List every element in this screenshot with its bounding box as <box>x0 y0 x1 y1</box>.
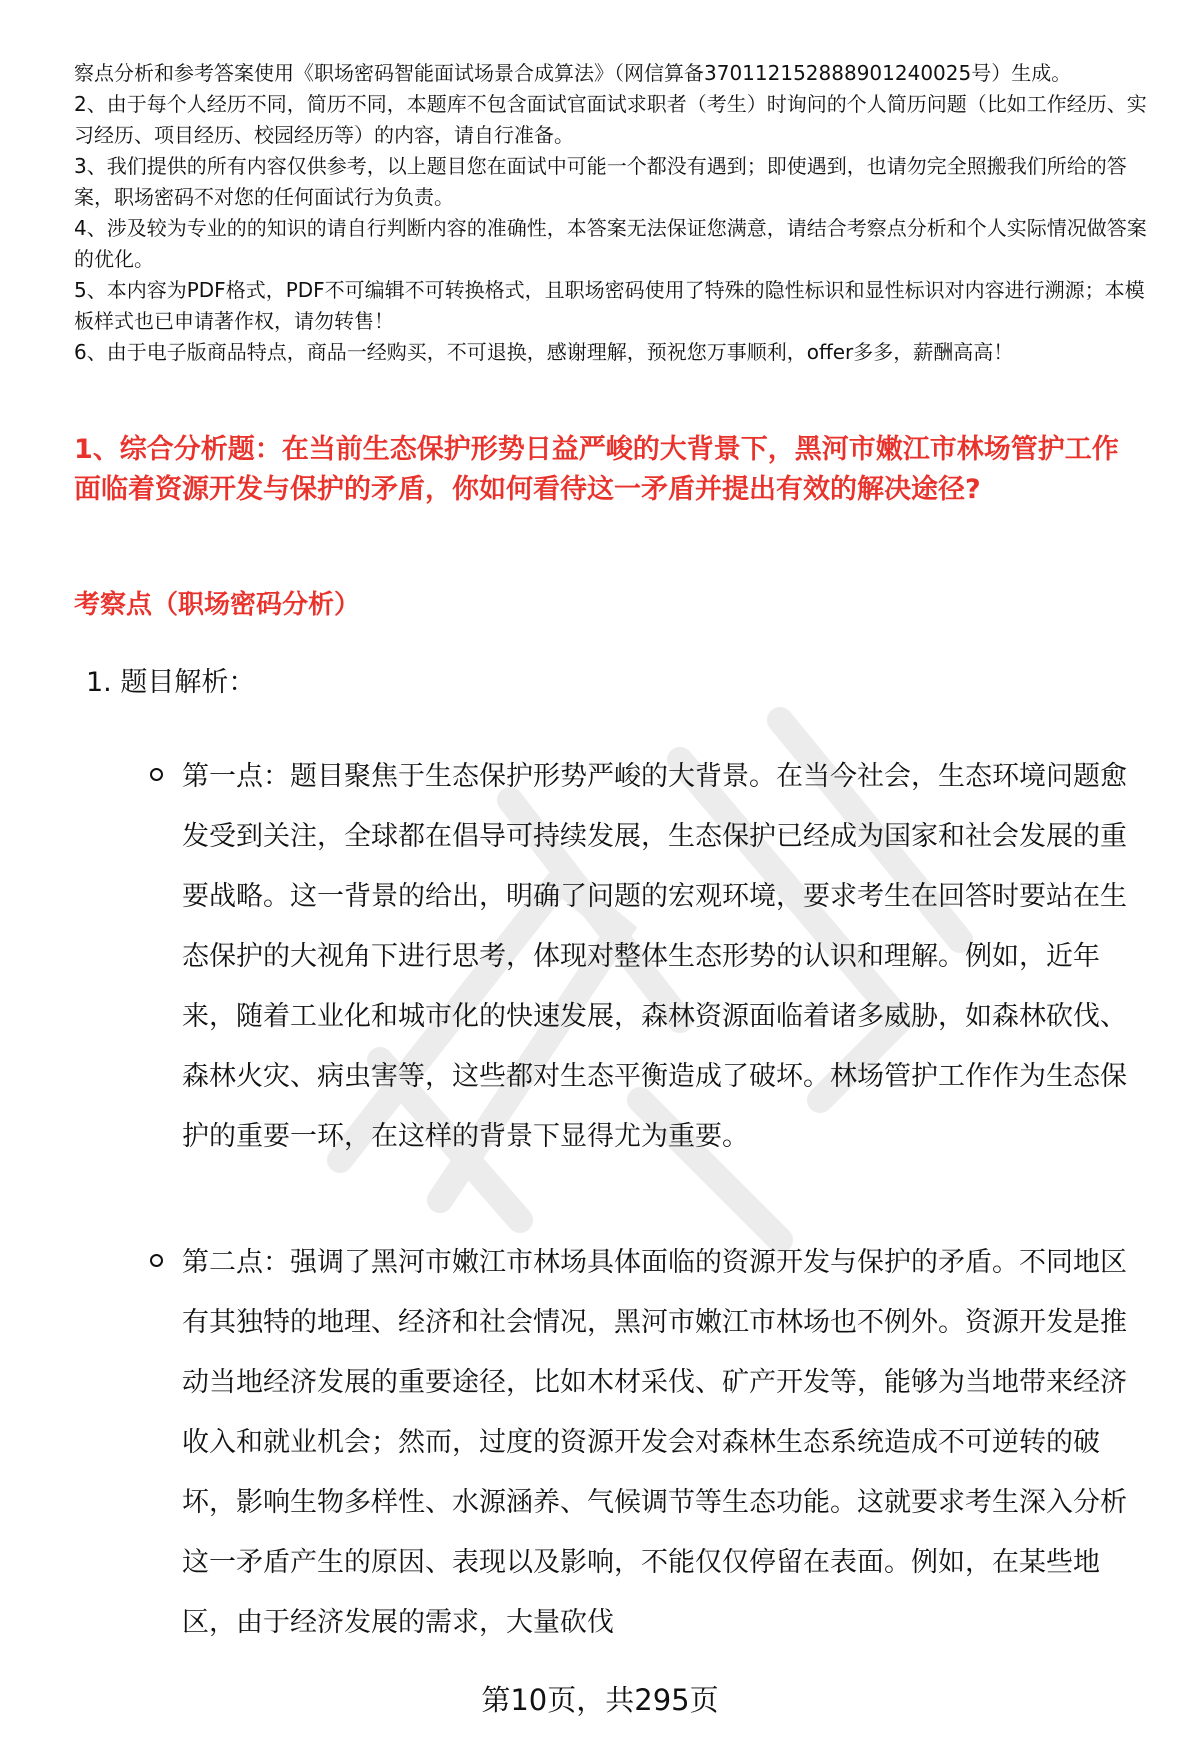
note-line: 4、涉及较为专业的的知识的请自行判断内容的准确性，本答案无法保证您满意，请结合考察点分析和个人实际情况做答案的优化。 <box>74 216 1147 271</box>
note-line: 3、我们提供的所有内容仅供参考，以上题目您在面试中可能一个都没有遇到；即使遇到，也请勿完全照搬我们所给的答案，职场密码不对您的任何面试行为负责。 <box>74 154 1127 209</box>
list-title: 1. 题目解析： <box>86 667 256 698</box>
page-footer: 第10页，共295页 <box>481 1683 719 1717</box>
note-line: 察点分析和参考答案使用《职场密码智能面试场景合成算法》（网信算备370112152888901240025号）生成。 <box>74 61 1072 85</box>
bullet-point: 第一点：题目聚焦于生态保护形势严峻的大背景。在当今社会，生态环境问题愈发受到关注，全球都在倡导可持续发展，生态保护已经成为国家和社会发展的重要战略。这一背景的给出，明确了问题的宏观环境，要求考生在回答时要站在生态保护的大视角下进行思考，体现对整体生态形势的认识和理解。例如，近年来，随着工业化和城市化的快速发展，森林资源面临着诸多威胁，如森林砍伐、森林火灾、病虫害等，这些都对生态平衡造成了破坏。林场管护工作作为生态保护的重要一环，在这样的背景下显得尤为重要。 <box>182 761 1127 1152</box>
note-line: 6、由于电子版商品特点，商品一经购买，不可退换，感谢理解，预祝您万事顺利，offer多多，薪酬高高！ <box>74 340 1014 364</box>
note-line: 5、本内容为PDF格式，PDF不可编辑不可转换格式，且职场密码使用了特殊的隐性标识和显性标识对内容进行溯源；本模板样式也已申请著作权，请勿转售！ <box>74 278 1145 333</box>
section-heading: 考察点（职场密码分析） <box>74 590 361 620</box>
note-line: 2、由于每个人经历不同，简历不同，本题库不包含面试官面试求职者（考生）时询问的个人简历问题（比如工作经历、实习经历、项目经历、校园经历等）的内容，请自行准备。 <box>74 92 1147 147</box>
bullet-circle-icon <box>150 1254 163 1267</box>
bullet-point: 第二点：强调了黑河市嫩江市林场具体面临的资源开发与保护的矛盾。不同地区有其独特的地理、经济和社会情况，黑河市嫩江市林场也不例外。资源开发是推动当地经济发展的重要途径，比如木材采伐、矿产开发等，能够为当地带来经济收入和就业机会；然而，过度的资源开发会对森林生态系统造成不可逆转的破坏，影响生物多样性、水源涵养、气候调节等生态功能。这就要求考生深入分析这一矛盾产生的原因、表现以及影响，不能仅仅停留在表面。例如，在某些地区，由于经济发展的需求，大量砍伐 <box>182 1247 1127 1638</box>
bullet-circle-icon <box>150 768 163 781</box>
question-title: 1、综合分析题：在当前生态保护形势日益严峻的大背景下，黑河市嫩江市林场管护工作面临着资源开发与保护的矛盾，你如何看待这一矛盾并提出有效的解决途径? <box>74 434 1119 505</box>
notes-section <box>74 58 1154 368</box>
